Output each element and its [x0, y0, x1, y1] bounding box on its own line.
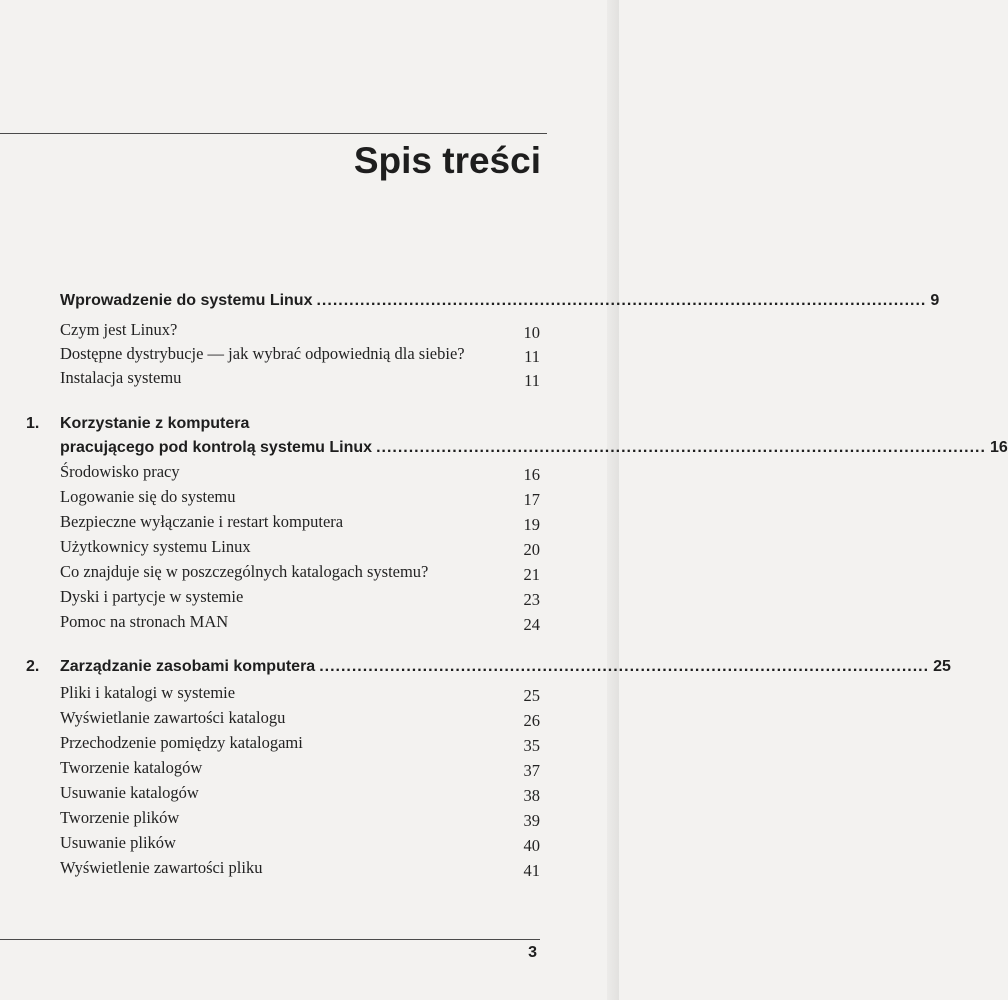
toc-entry-page: 35	[523, 736, 540, 755]
toc-entry-page: 16	[523, 465, 540, 484]
top-rule	[0, 133, 547, 134]
toc-entry[interactable]	[60, 320, 540, 342]
toc-entry-page: 37	[523, 761, 540, 780]
page-number: 3	[528, 944, 537, 961]
toc-entry[interactable]	[60, 683, 540, 705]
toc-entry[interactable]	[60, 462, 540, 484]
toc-entry-text: Pomoc na stronach MAN	[60, 612, 229, 631]
toc-heading-chapter-2[interactable]	[60, 658, 951, 682]
toc-heading-text: Wprowadzenie do systemu Linux	[60, 292, 313, 309]
toc-entry[interactable]	[60, 833, 540, 855]
toc-page-number: 16	[989, 439, 1008, 456]
toc-heading-text: pracującego pod kontrolą systemu Linux	[60, 439, 373, 456]
toc-entry-text: Tworzenie plików	[60, 808, 180, 827]
toc-entry[interactable]	[60, 733, 540, 755]
toc-entry[interactable]	[60, 537, 540, 559]
toc-entry-text: Instalacja systemu	[60, 368, 182, 387]
toc-entry-page: 23	[523, 590, 540, 609]
toc-entry-page: 11	[524, 347, 540, 366]
bottom-rule	[0, 939, 540, 940]
toc-entry-page: 38	[523, 786, 540, 805]
chapter-number: 2.	[26, 658, 40, 675]
toc-entry-page: 40	[523, 836, 540, 855]
toc-entry-page: 25	[523, 686, 540, 705]
toc-entry-page: 26	[523, 711, 540, 730]
toc-entry-page: 24	[523, 615, 540, 634]
toc-entry-text: Co znajduje się w poszczególnych katalogach systemu?	[60, 562, 429, 581]
toc-entry-page: 10	[523, 323, 540, 342]
toc-entry-text: Użytkownicy systemu Linux	[60, 537, 251, 556]
toc-entry-page: 21	[523, 565, 540, 584]
toc-entry[interactable]	[60, 858, 540, 880]
toc-entry[interactable]	[60, 808, 540, 830]
toc-entry[interactable]	[60, 708, 540, 730]
toc-entry-text: Pliki i katalogi w systemie	[60, 683, 236, 702]
toc-entry-text: Dostępne dystrybucje — jak wybrać odpowiednią dla siebie?	[60, 344, 465, 363]
toc-entry[interactable]	[60, 587, 540, 609]
toc-entry-page: 20	[523, 540, 540, 559]
toc-page-number: 25	[933, 658, 951, 675]
toc-entry-page: 39	[523, 811, 540, 830]
toc-heading-text: Zarządzanie zasobami komputera	[60, 658, 316, 675]
toc-entry[interactable]	[60, 783, 540, 805]
chapter-number: 1.	[26, 415, 40, 432]
toc-entry-text: Wyświetlenie zawartości pliku	[60, 858, 263, 877]
toc-entry-text: Czym jest Linux?	[60, 320, 178, 339]
toc-entry-page: 19	[523, 515, 540, 534]
toc-leader-dots: ................................................................................................................	[316, 292, 927, 309]
toc-heading-chapter-1-line1	[60, 415, 542, 439]
page-edge	[607, 0, 619, 1000]
toc-entry[interactable]	[60, 487, 540, 509]
toc-entry-text: Środowisko pracy	[60, 462, 180, 481]
toc-entry-page: 17	[523, 490, 540, 509]
toc-heading-text: Korzystanie z komputera	[60, 415, 250, 432]
toc-entry[interactable]	[60, 758, 540, 780]
toc-entry-text: Logowanie się do systemu	[60, 487, 236, 506]
toc-entry-text: Tworzenie katalogów	[60, 758, 203, 777]
toc-entry-text: Bezpieczne wyłączanie i restart komputera	[60, 512, 344, 531]
toc-entry[interactable]	[60, 344, 540, 366]
toc-entry[interactable]	[60, 612, 540, 634]
toc-entry-text: Usuwanie katalogów	[60, 783, 199, 802]
toc-entry-text: Wyświetlanie zawartości katalogu	[60, 708, 286, 727]
toc-entry-text: Przechodzenie pomiędzy katalogami	[60, 733, 303, 752]
toc-leader-dots: ................................................................................................................	[376, 439, 986, 456]
toc-entry[interactable]	[60, 368, 540, 390]
toc-heading-intro[interactable]	[60, 292, 940, 316]
toc-leader-dots: ................................................................................................................	[319, 658, 930, 675]
toc-entry-text: Dyski i partycje w systemie	[60, 587, 244, 606]
toc-entry-text: Usuwanie plików	[60, 833, 176, 852]
toc-page-number: 9	[930, 292, 940, 309]
toc-heading-chapter-1[interactable]	[60, 439, 1008, 463]
toc-entry-page: 11	[524, 371, 540, 390]
page-title: Spis treści	[353, 140, 541, 181]
toc-entry[interactable]	[60, 512, 540, 534]
toc-entry[interactable]	[60, 562, 540, 584]
toc-entry-page: 41	[523, 861, 540, 880]
